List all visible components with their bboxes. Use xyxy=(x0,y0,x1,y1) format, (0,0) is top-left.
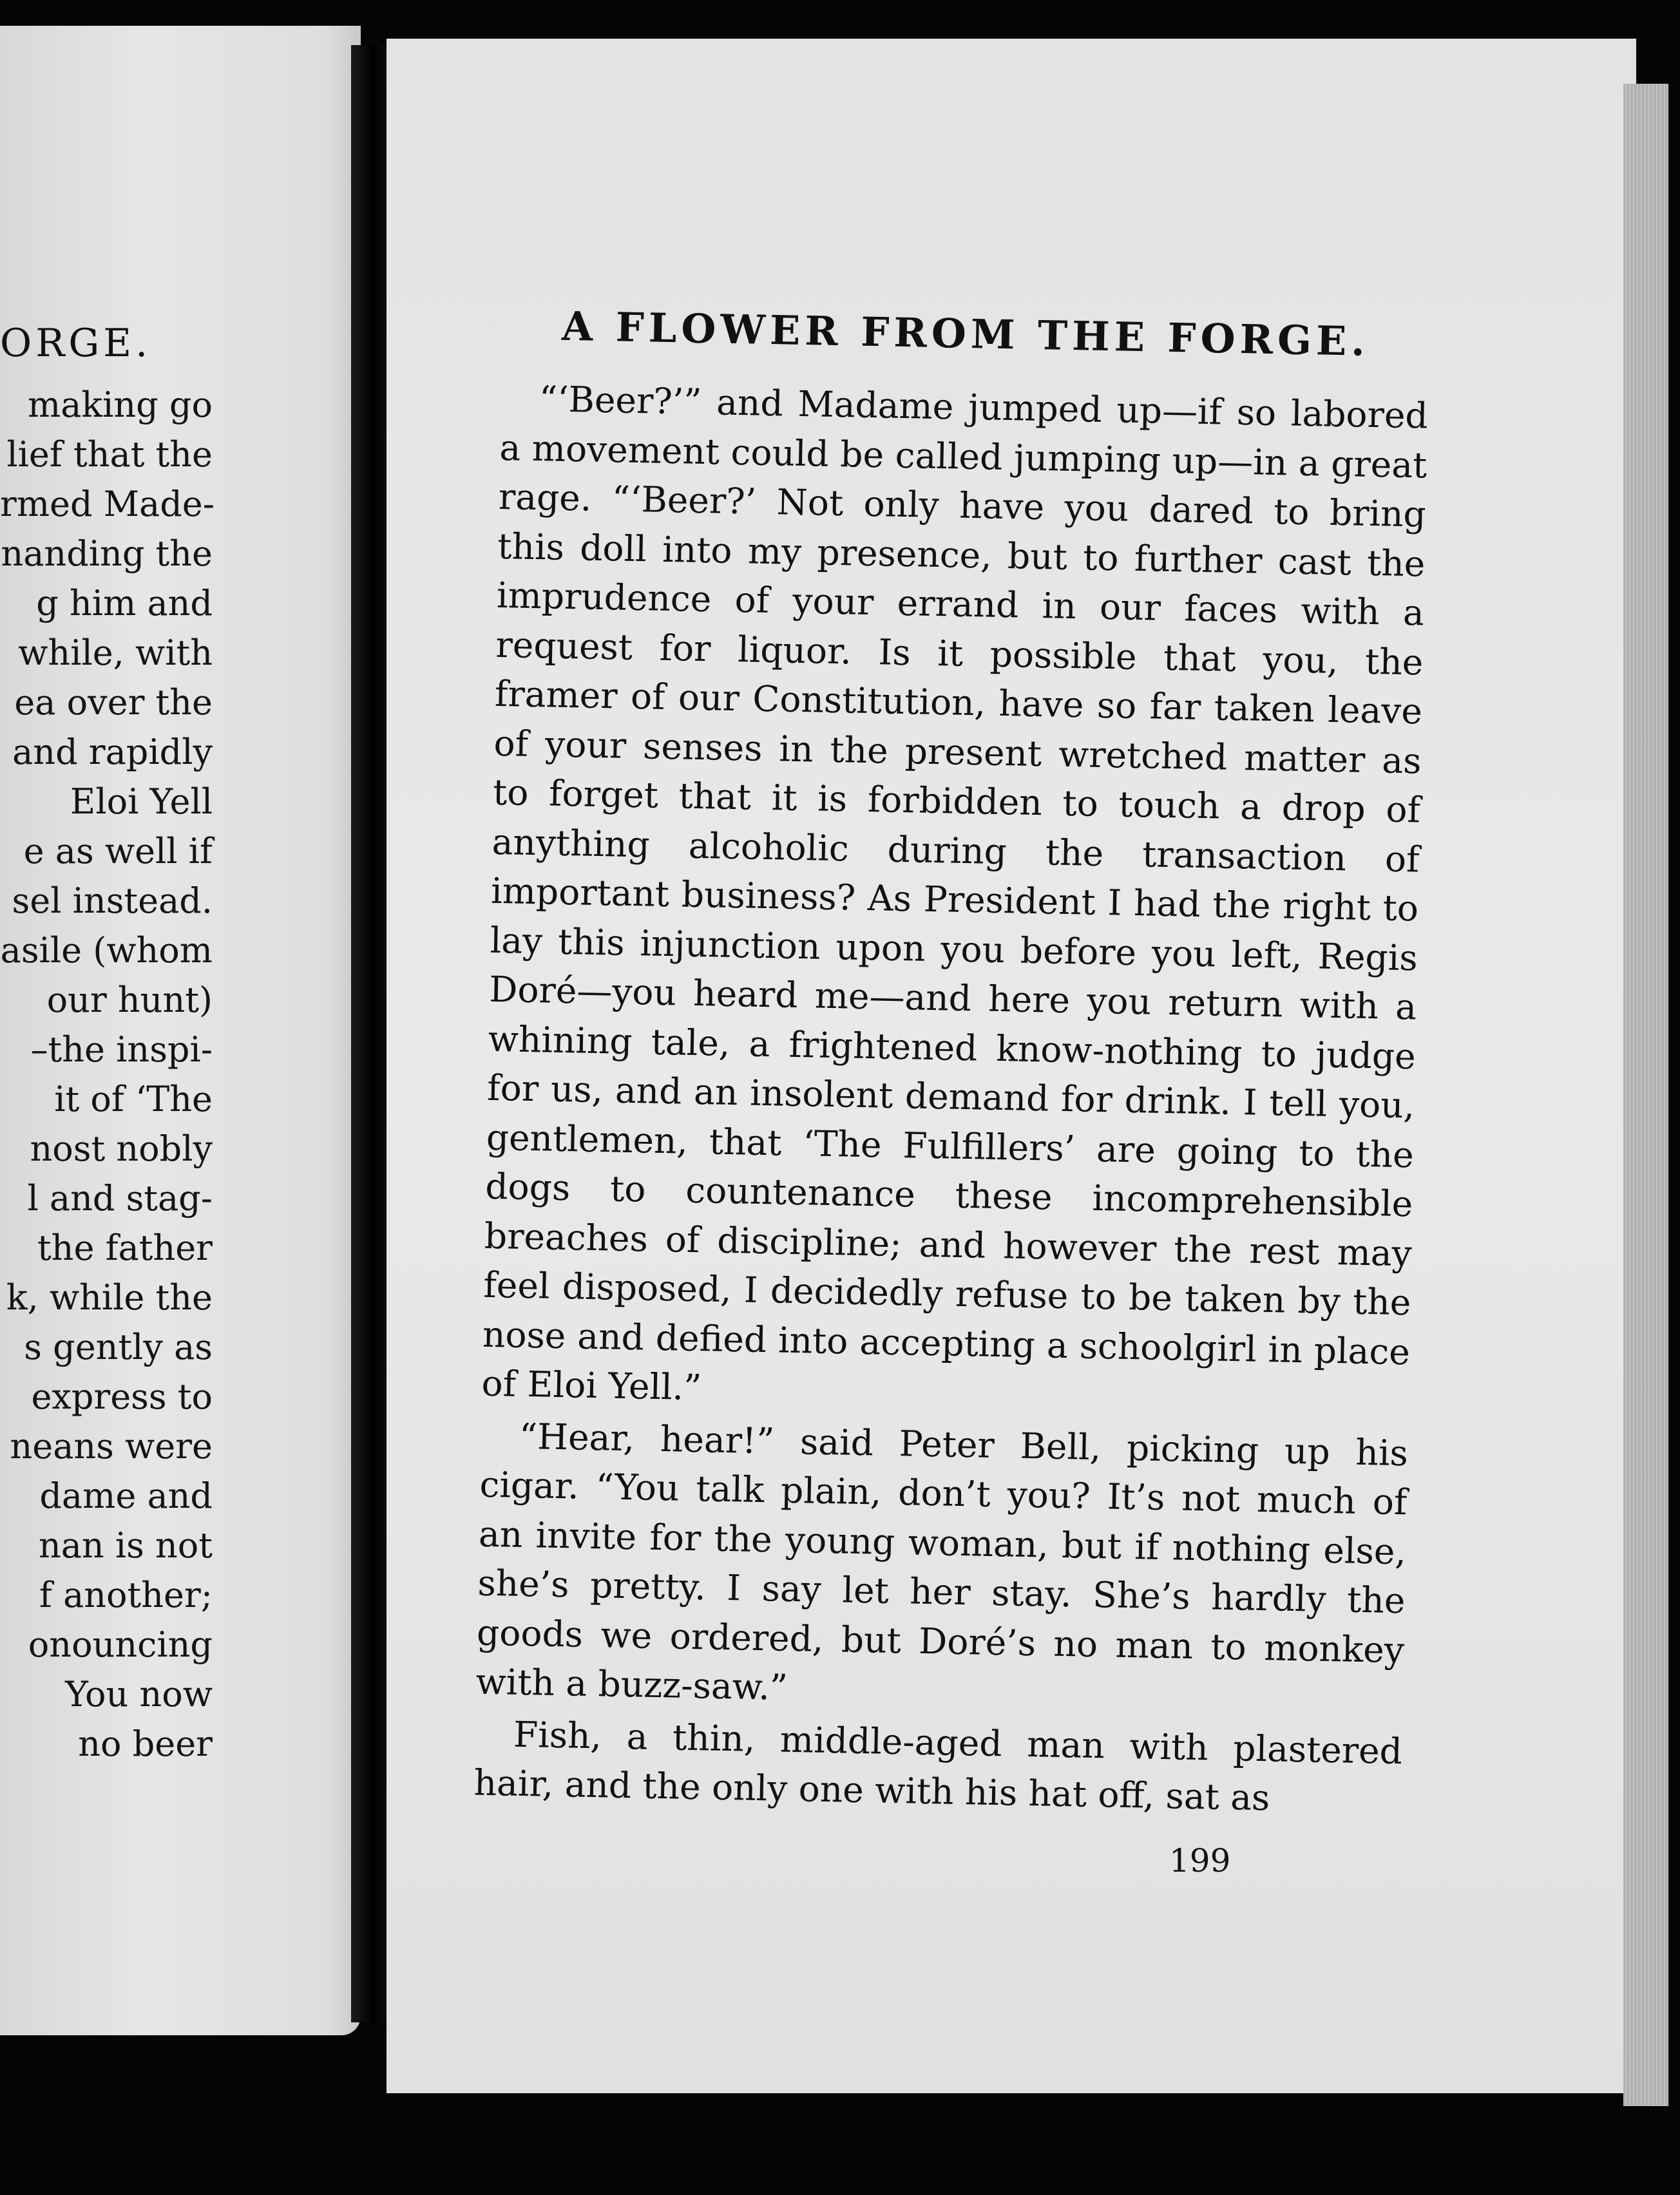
left-line: while, with xyxy=(18,632,213,673)
left-line: no beer xyxy=(78,1724,213,1764)
left-line: onouncing xyxy=(28,1624,213,1665)
left-line: our hunt) xyxy=(46,980,213,1020)
text-block xyxy=(473,296,1430,1828)
page-stack-edge xyxy=(1623,84,1668,2106)
left-line: s gently as xyxy=(24,1327,213,1367)
left-line: g him and xyxy=(36,583,213,623)
left-line: ea over the xyxy=(14,682,213,723)
paragraph: “Hear, hear!” said Peter Bell, picking up his cigar. “You talk plain, don’t you? It’s not much of an invite for the young woman, but if nothing else, she’s pretty. I say let her stay. She’s hardly the goods we ordered, but Doré’s no man to monkey with a buzz-saw.” xyxy=(475,1415,1409,1708)
left-line: nanding the xyxy=(1,533,213,574)
left-line: –the inspi- xyxy=(30,1029,213,1070)
left-line: lief that the xyxy=(6,434,213,475)
left-line: dame and xyxy=(39,1476,213,1516)
left-line: making go xyxy=(28,385,213,425)
running-title: A FLOWER FROM THE FORGE. xyxy=(561,302,1370,365)
left-line: asile (whom xyxy=(0,930,213,971)
left-text-column xyxy=(0,380,213,1769)
left-line: and rapidly xyxy=(12,732,213,772)
left-line: l and stag- xyxy=(27,1178,213,1219)
left-line: nost nobly xyxy=(30,1128,213,1169)
left-line: rmed Made- xyxy=(0,484,215,524)
right-page xyxy=(387,39,1636,2093)
left-line: Eloi Yell xyxy=(70,781,213,822)
paragraph: Fish, a thin, middle-aged man with plastered hair, and the only one with his hat off, sat as xyxy=(473,1713,1403,1819)
body-text xyxy=(473,374,1428,1825)
left-line: You now xyxy=(65,1674,213,1715)
left-running-title: ORGE. xyxy=(0,321,152,366)
left-line: the father xyxy=(37,1228,213,1268)
left-line: f another; xyxy=(39,1575,213,1615)
left-line: it of ‘The xyxy=(54,1079,213,1119)
page-number: 199 xyxy=(1169,1842,1231,1879)
left-page xyxy=(0,26,361,2035)
left-line: sel instead. xyxy=(12,880,213,921)
left-line: neans were xyxy=(10,1426,213,1467)
book-gutter xyxy=(351,45,388,2022)
left-line: nan is not xyxy=(38,1525,213,1566)
left-line: express to xyxy=(31,1376,213,1417)
paragraph: “‘Beer?’” and Madame jumped up—if so labored a movement could be called jumping up—in a great rage. “‘Beer?’ Not only have you dared to bring this doll into my presence, but to further cast the imprudence of your errand in our faces with a request for liquor. Is it possible that you, the framer of our Constitution, have so far taken leave of your senses in the present wretched matter as to forget that it is forbidden to touch a drop of anything alcoholic during the transaction of important business? As President I had the right to lay this injunction upon you before you left, Regis Doré—you heard me—and here you return with a whining tale, a frightened know-nothing to judge for us, and an insolent demand for drink. I tell you, gentlemen, that ‘The Fulfillers’ are going to the dogs to countenance these incomprehensible breaches of discipline; and however the rest may feel disposed, I decidedly refuse to be taken by the nose and defied into accepting a schoolgirl in place of Eloi Yell.” xyxy=(481,378,1429,1409)
left-line: e as well if xyxy=(23,831,213,871)
left-line: k, while the xyxy=(6,1277,213,1318)
